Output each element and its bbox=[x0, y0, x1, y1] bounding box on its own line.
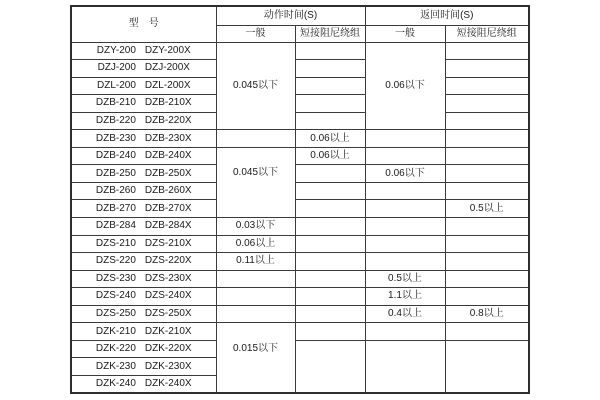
table-row bbox=[71, 182, 529, 200]
action-general-value: 0.045以下 bbox=[232, 167, 279, 179]
action-damping-cell bbox=[295, 217, 365, 235]
table-row bbox=[71, 253, 529, 271]
table-row bbox=[71, 42, 529, 60]
action-damping-cell bbox=[295, 270, 365, 288]
action-damping-cell bbox=[295, 182, 365, 200]
return-damping-cell bbox=[445, 147, 529, 165]
model-x-label: DZS-230X bbox=[144, 272, 192, 284]
return-general-cell: 0.4以上 bbox=[365, 305, 445, 323]
action-general-cell bbox=[216, 305, 295, 323]
table-row bbox=[71, 235, 529, 253]
return-general-cell bbox=[365, 340, 445, 393]
model-cell bbox=[71, 147, 216, 165]
model-cell bbox=[71, 182, 216, 200]
model-cell bbox=[71, 358, 216, 376]
action-damping-cell bbox=[295, 288, 365, 306]
table-row bbox=[71, 112, 529, 130]
return-general-cell bbox=[365, 253, 445, 271]
return-general-cell: 1.1以上 bbox=[365, 288, 445, 306]
return-general-cell: 0.06以下 bbox=[365, 165, 445, 183]
model-label: DZS-240 bbox=[95, 290, 136, 302]
table-row bbox=[71, 340, 529, 358]
table-row bbox=[71, 165, 529, 183]
model-label: DZK-240 bbox=[95, 377, 136, 389]
action-damping-cell bbox=[295, 200, 365, 218]
model-label: DZS-220 bbox=[95, 255, 136, 267]
model-label: DZK-210 bbox=[95, 325, 136, 337]
model-cell bbox=[71, 340, 216, 358]
action-damping-cell bbox=[295, 165, 365, 183]
table-row bbox=[71, 60, 529, 78]
return-general-cell: 0.06以下 bbox=[365, 42, 445, 130]
return-general-cell bbox=[365, 200, 445, 218]
table-row bbox=[71, 147, 529, 165]
model-x-label: DZB-230X bbox=[144, 132, 192, 144]
table-row bbox=[71, 270, 529, 288]
action-general-cell bbox=[216, 147, 295, 217]
model-cell bbox=[71, 288, 216, 306]
model-cell bbox=[71, 235, 216, 253]
return-general-cell bbox=[365, 235, 445, 253]
action-damping-cell bbox=[295, 95, 365, 113]
action-damping-cell: 0.06以上 bbox=[295, 147, 365, 165]
table-row bbox=[71, 77, 529, 95]
return-damping-cell bbox=[445, 182, 529, 200]
model-label: DZB-250 bbox=[95, 167, 136, 179]
action-damping-cell bbox=[295, 60, 365, 78]
model-x-label: DZS-220X bbox=[144, 255, 192, 267]
action-damping-cell bbox=[295, 235, 365, 253]
return-damping-cell bbox=[445, 77, 529, 95]
model-cell bbox=[71, 217, 216, 235]
action-damping-cell bbox=[295, 305, 365, 323]
model-x-label: DZY-200X bbox=[144, 44, 191, 56]
return-damping-cell: 0.5以上 bbox=[445, 200, 529, 218]
model-x-label: DZK-210X bbox=[144, 325, 192, 337]
return-damping-cell bbox=[445, 42, 529, 60]
model-label: DZY-200 bbox=[96, 44, 136, 56]
return-general-cell bbox=[365, 217, 445, 235]
model-cell bbox=[71, 375, 216, 393]
action-damping-cell bbox=[295, 77, 365, 95]
subheader-return-general: 一般 bbox=[365, 25, 445, 42]
model-x-label: DZB-250X bbox=[144, 167, 192, 179]
model-cell bbox=[71, 77, 216, 95]
action-general-cell: 0.03以下 bbox=[216, 217, 295, 235]
return-damping-cell bbox=[445, 323, 529, 341]
return-damping-cell bbox=[445, 95, 529, 113]
model-label: DZK-220 bbox=[95, 343, 136, 355]
action-damping-cell bbox=[295, 42, 365, 60]
return-damping-cell bbox=[445, 112, 529, 130]
header-action-time: 动作时间(S) bbox=[216, 6, 365, 25]
return-damping-cell: 0.8以上 bbox=[445, 305, 529, 323]
return-damping-cell bbox=[445, 217, 529, 235]
model-cell bbox=[71, 323, 216, 341]
return-damping-cell bbox=[445, 288, 529, 306]
return-general-cell bbox=[365, 182, 445, 200]
return-damping-cell bbox=[445, 130, 529, 148]
table-row bbox=[71, 323, 529, 341]
model-x-label: DZB-260X bbox=[144, 185, 192, 197]
action-damping-cell bbox=[295, 323, 365, 341]
return-damping-cell bbox=[445, 165, 529, 183]
header-model: 型 号 bbox=[71, 6, 216, 42]
subheader-action-damping: 短接阻尼绕组 bbox=[295, 25, 365, 42]
model-label: DZS-250 bbox=[95, 307, 136, 319]
model-label: DZB-230 bbox=[95, 132, 136, 144]
model-label: DZB-260 bbox=[95, 185, 136, 197]
model-x-label: DZS-210X bbox=[144, 237, 192, 249]
model-label: DZB-240 bbox=[95, 150, 136, 162]
table-row bbox=[71, 217, 529, 235]
action-general-cell: 0.11以上 bbox=[216, 253, 295, 271]
model-x-label: DZS-240X bbox=[144, 290, 192, 302]
return-general-cell bbox=[365, 323, 445, 341]
model-x-label: DZK-240X bbox=[144, 377, 192, 389]
action-damping-cell bbox=[295, 340, 365, 393]
model-label: DZB-210 bbox=[95, 97, 136, 109]
table-row bbox=[71, 95, 529, 113]
action-damping-cell: 0.06以上 bbox=[295, 130, 365, 148]
model-label: DZB-220 bbox=[95, 114, 136, 126]
model-cell bbox=[71, 130, 216, 148]
model-cell bbox=[71, 305, 216, 323]
model-cell bbox=[71, 60, 216, 78]
model-label: DZK-230 bbox=[95, 360, 136, 372]
table-row bbox=[71, 288, 529, 306]
subheader-return-damping: 短接阻尼绕组 bbox=[445, 25, 529, 42]
model-label: DZS-210 bbox=[95, 237, 136, 249]
action-general-cell bbox=[216, 270, 295, 288]
model-label: DZL-200 bbox=[97, 79, 136, 91]
action-general-value: 0.015以下 bbox=[232, 342, 279, 354]
model-x-label: DZB-240X bbox=[144, 150, 192, 162]
model-x-label: DZJ-200X bbox=[144, 62, 190, 74]
model-x-label: DZB-270X bbox=[144, 202, 192, 214]
model-label: DZB-284 bbox=[95, 220, 136, 232]
return-damping-cell bbox=[445, 60, 529, 78]
spec-table bbox=[70, 5, 530, 394]
return-damping-cell bbox=[445, 235, 529, 253]
model-cell bbox=[71, 112, 216, 130]
model-x-label: DZB-220X bbox=[144, 114, 192, 126]
model-x-label: DZS-250X bbox=[144, 307, 192, 319]
model-label: DZJ-200 bbox=[97, 62, 136, 74]
model-cell bbox=[71, 270, 216, 288]
model-cell bbox=[71, 95, 216, 113]
table-row bbox=[71, 305, 529, 323]
model-cell bbox=[71, 42, 216, 60]
return-damping-cell bbox=[445, 340, 529, 393]
model-x-label: DZL-200X bbox=[144, 79, 191, 91]
subheader-action-general: 一般 bbox=[216, 25, 295, 42]
action-damping-cell bbox=[295, 112, 365, 130]
action-general-cell: 0.06以上 bbox=[216, 235, 295, 253]
model-cell bbox=[71, 200, 216, 218]
table-row bbox=[71, 200, 529, 218]
action-general-cell bbox=[216, 130, 295, 148]
model-x-label: DZB-210X bbox=[144, 97, 192, 109]
action-general-cell bbox=[216, 323, 295, 393]
model-cell bbox=[71, 253, 216, 271]
model-cell bbox=[71, 165, 216, 183]
model-label: DZB-270 bbox=[95, 202, 136, 214]
model-x-label: DZK-220X bbox=[144, 343, 192, 355]
return-damping-cell bbox=[445, 253, 529, 271]
return-damping-cell bbox=[445, 270, 529, 288]
return-general-cell: 0.5以上 bbox=[365, 270, 445, 288]
header-row-groups bbox=[71, 6, 529, 25]
header-return-time: 返回时间(S) bbox=[365, 6, 529, 25]
model-x-label: DZB-284X bbox=[144, 220, 192, 232]
action-damping-cell bbox=[295, 253, 365, 271]
return-general-cell bbox=[365, 147, 445, 165]
table-row bbox=[71, 130, 529, 148]
return-general-cell bbox=[365, 130, 445, 148]
action-general-cell: 0.045以下 bbox=[216, 42, 295, 130]
model-label: DZS-230 bbox=[95, 272, 136, 284]
model-x-label: DZK-230X bbox=[144, 360, 192, 372]
action-general-cell bbox=[216, 288, 295, 306]
